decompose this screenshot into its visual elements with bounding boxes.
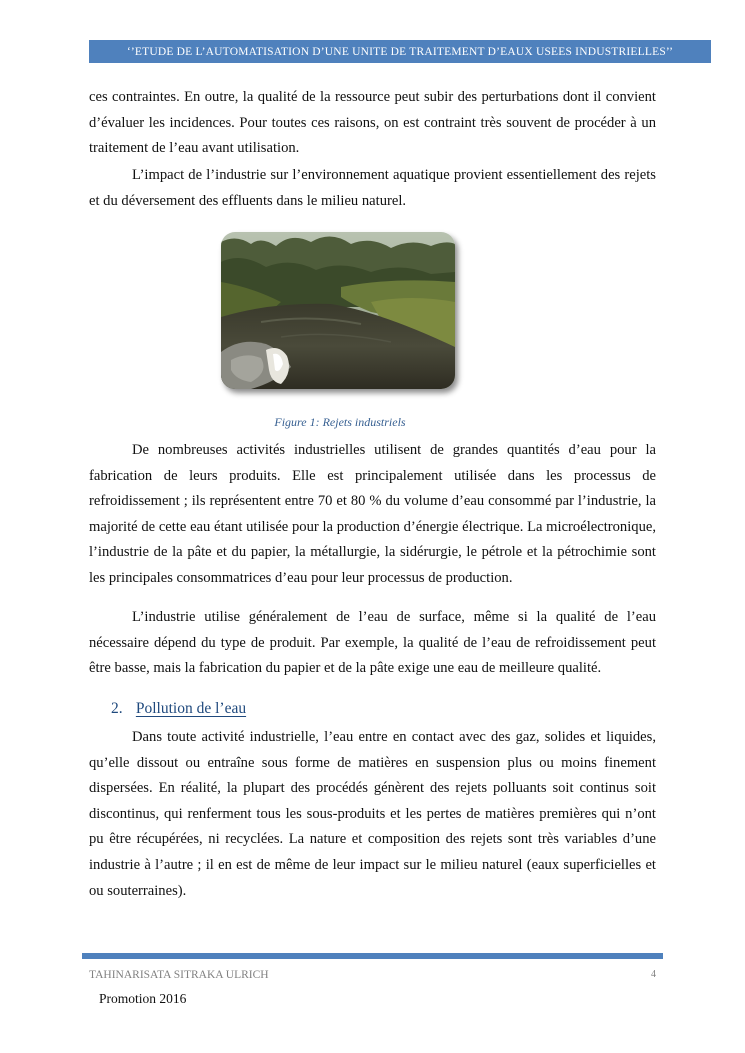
- footer-promotion: Promotion 2016: [99, 991, 187, 1006]
- running-header-title: ‘’ETUDE DE L’AUTOMATISATION D’UNE UNITE DE TRAITEMENT D’EAUX USEES INDUSTRIELLES’’: [126, 45, 674, 58]
- section-heading-water-pollution: [111, 700, 246, 718]
- footer-author: TAHINARISATA SITRAKA ULRICH: [89, 969, 269, 981]
- paragraph-industry-impact: L’impact de l’industrie sur l’environnement aquatique provient essentiellement des rejets et du déversement des effluents dans le milieu naturel.: [89, 167, 656, 209]
- figure-industrial-discharge-photo: [221, 232, 455, 389]
- paragraph-surface-water: L’industrie utilise généralement de l’eau de surface, même si la qualité de l’eau nécessaire dépend du type de produit. Par exemple, la qualité de l’eau de refroidissement peut être basse, mais la fabrication du papier et de la pâte exige une eau de meilleure qualité.: [89, 609, 656, 677]
- figure-caption: Figure 1: Rejets industriels: [274, 415, 406, 429]
- paragraph-constraints: ces contraintes. En outre, la qualité de la ressource peut subir des perturbations dont il convient d’évaluer les incidences. Pour toutes ces raisons, on est contraint très souvent de procéder à un traitement de l’eau avant utilisation.: [89, 89, 656, 157]
- page-number: 4: [651, 969, 656, 980]
- section-number: 2.: [111, 700, 123, 717]
- section-title: Pollution de l’eau: [135, 700, 247, 717]
- footer-divider: [82, 953, 663, 959]
- paragraph-water-consumption: De nombreuses activités industrielles utilisent de grandes quantités d’eau pour la fabrication de leurs produits. Elle est principalement utilisée dans les processus de refroidissement ; ils représentent entre 70 et 80 % du volume d’eau consommé par l’industrie, la majorité de cette eau étant utilisée pour la production d’énergie électrique. La microélectronique, l’industrie de la pâte et du papier, la métallurgie, la sidérurgie, le pétrole et la pétrochimie sont les principales consommatrices d’eau pour leur processus de production.: [89, 442, 656, 586]
- running-header: [89, 40, 711, 63]
- paragraph-pollution-description: Dans toute activité industrielle, l’eau entre en contact avec des gaz, solides et liquides, qu’elle dissout ou entraîne sous forme de matières en suspension plus ou moins finement dispersées. En réalité, la plupart des procédés génèrent des rejets polluants soit continus soit discontinus, qui renferment tous les sous-produits et les pertes de matières premières qui n’ont pu être récupérées, ni recyclées. La nature et composition des rejets sont très variables d’une industrie à l’autre ; il en est de même de leur impact sur le milieu naturel (eaux superficielles et ou souterraines).: [89, 729, 656, 899]
